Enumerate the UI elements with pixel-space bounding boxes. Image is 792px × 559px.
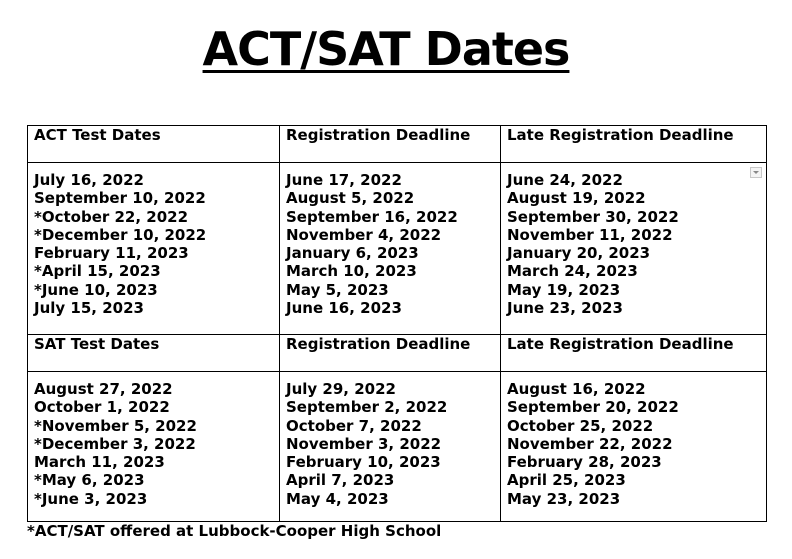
act-registration-cell <box>280 163 501 335</box>
sat-header-test-dates: SAT Test Dates <box>28 335 280 372</box>
act-registration-date: June 17, 2022 <box>286 171 402 189</box>
sat-test-date: *November 5, 2022 <box>34 416 197 435</box>
footnote: *ACT/SAT offered at Lubbock-Cooper High School <box>27 522 442 540</box>
sat-registration-date: May 4, 2023 <box>286 489 389 508</box>
act-registration-date: May 5, 2023 <box>286 280 389 299</box>
sat-header-registration: Registration Deadline <box>280 335 501 372</box>
sat-registration-date: November 3, 2022 <box>286 434 442 453</box>
sat-registration-cell <box>280 372 501 522</box>
dates-table <box>27 125 767 522</box>
act-registration-date: March 10, 2023 <box>286 262 417 281</box>
sat-late-registration-date: November 22, 2022 <box>507 434 673 453</box>
act-late-registration-date: January 20, 2023 <box>507 244 651 263</box>
act-late-registration-date: May 19, 2023 <box>507 280 621 299</box>
sat-registration-date: September 2, 2022 <box>286 398 448 417</box>
act-late-registration-date: September 30, 2022 <box>507 207 679 226</box>
sat-header-late-registration: Late Registration Deadline <box>501 335 767 372</box>
act-late-registration-date: March 24, 2023 <box>507 262 638 281</box>
act-test-date: February 11, 2023 <box>34 244 189 263</box>
sat-test-date: August 27, 2022 <box>34 380 173 398</box>
act-registration-date: November 4, 2022 <box>286 225 442 244</box>
act-registration-date: August 5, 2022 <box>286 189 415 208</box>
act-dates-row <box>28 163 767 335</box>
sat-dates-row <box>28 372 767 522</box>
sat-test-date: October 1, 2022 <box>34 398 170 417</box>
act-late-registration-date: November 11, 2022 <box>507 225 673 244</box>
act-registration-date: September 16, 2022 <box>286 207 458 226</box>
act-test-date: *October 22, 2022 <box>34 207 189 226</box>
act-registration-date: January 6, 2023 <box>286 244 419 263</box>
act-header-test-dates: ACT Test Dates <box>28 126 280 163</box>
act-late-registration-date: August 19, 2022 <box>507 189 646 208</box>
act-test-date: *June 10, 2023 <box>34 280 158 299</box>
act-late-registration-date: June 23, 2023 <box>507 299 623 318</box>
sat-registration-date: February 10, 2023 <box>286 453 441 472</box>
act-test-date: July 15, 2023 <box>34 299 144 318</box>
act-test-dates-cell <box>28 163 280 335</box>
act-registration-date: June 16, 2023 <box>286 299 402 318</box>
dropdown-arrow-icon[interactable] <box>750 167 762 178</box>
sat-header-row <box>28 335 767 372</box>
sat-late-registration-date: May 23, 2023 <box>507 489 621 508</box>
act-late-registration-date: June 24, 2022 <box>507 171 623 189</box>
act-header-late-registration: Late Registration Deadline <box>501 126 767 163</box>
sat-late-registration-date: April 25, 2023 <box>507 471 626 490</box>
sat-late-registration-date: August 16, 2022 <box>507 380 646 398</box>
act-test-date: *April 15, 2023 <box>34 262 161 281</box>
sat-registration-date: October 7, 2022 <box>286 416 422 435</box>
act-test-date: *December 10, 2022 <box>34 225 207 244</box>
sat-registration-date: April 7, 2023 <box>286 471 395 490</box>
act-test-date: July 16, 2022 <box>34 171 144 189</box>
act-header-registration: Registration Deadline <box>280 126 501 163</box>
act-header-row <box>28 126 767 163</box>
sat-test-dates-cell <box>28 372 280 522</box>
sat-late-registration-date: October 25, 2022 <box>507 416 654 435</box>
sat-test-date: *May 6, 2023 <box>34 471 145 490</box>
sat-late-registration-date: February 28, 2023 <box>507 453 662 472</box>
act-late-registration-cell <box>501 163 767 335</box>
sat-late-registration-cell <box>501 372 767 522</box>
sat-registration-date: July 29, 2022 <box>286 380 396 398</box>
page-title: ACT/SAT Dates <box>202 22 570 76</box>
sat-test-date: *June 3, 2023 <box>34 489 148 508</box>
sat-late-registration-date: September 20, 2022 <box>507 398 679 417</box>
sat-test-date: March 11, 2023 <box>34 453 165 472</box>
act-test-date: September 10, 2022 <box>34 189 206 208</box>
sat-test-date: *December 3, 2022 <box>34 434 196 453</box>
